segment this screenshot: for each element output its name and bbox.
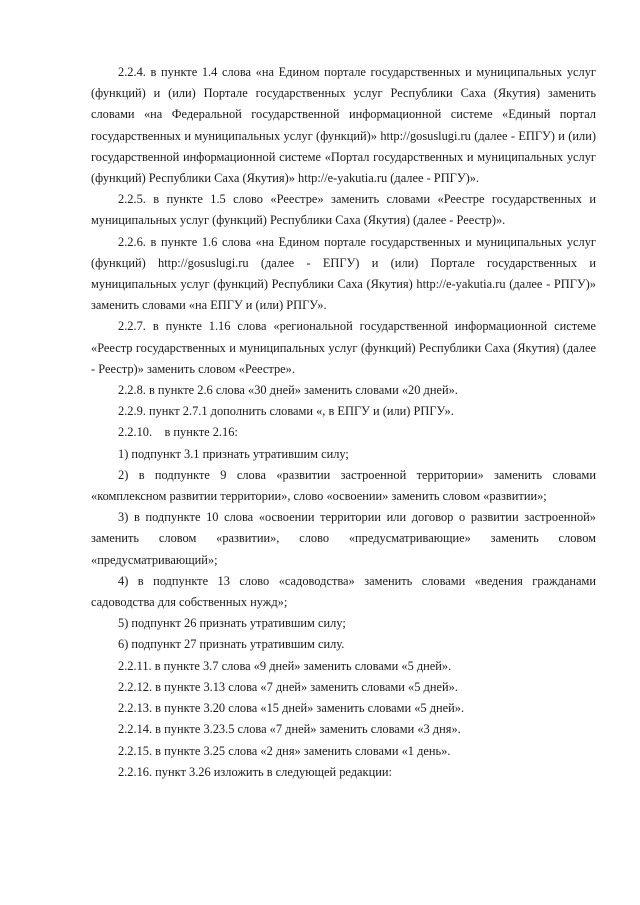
paragraph-2-2-15: 2.2.15. в пункте 3.25 слова «2 дня» заменить словами «1 день». <box>118 743 451 758</box>
paragraph-2-2-16: 2.2.16. пункт 3.26 изложить в следующей редакции: <box>118 764 392 779</box>
document-body <box>91 62 596 783</box>
paragraph-2-2-10: 2.2.10. в пункте 2.16: <box>118 425 238 440</box>
paragraph-2-2-13: 2.2.13. в пункте 3.20 слова «15 дней» заменить словами «5 дней». <box>118 701 465 716</box>
paragraph-2-2-6: 2.2.6. в пункте 1.6 слова «на Едином портале государственных и муниципальных услуг (функций) http://gosuslugi.ru (далее - ЕПГУ) и (или) Портале государственных и муниципальных услуг (функций) Республики Саха (Якутия) http://e-yakutia.ru (далее - РПГУ)» заменить словами «на ЕПГУ и (или) РПГУ». <box>91 234 596 313</box>
paragraph-2-2-11: 2.2.11. в пункте 3.7 слова «9 дней» заменить словами «5 дней». <box>118 658 452 673</box>
paragraph-2-2-14: 2.2.14. в пункте 3.23.5 слова «7 дней» заменить словами «3 дня». <box>118 722 461 737</box>
subitem-2: 2) в подпункте 9 слова «развитии застроенной территории» заменить словами «комплексном развитии территории», слово «освоении» заменить словом «развитии»; <box>91 467 596 504</box>
paragraph-2-2-12: 2.2.12. в пункте 3.13 слова «7 дней» заменить словами «5 дней». <box>118 679 458 694</box>
paragraph-2-2-9: 2.2.9. пункт 2.7.1 дополнить словами «, в ЕПГУ и (или) РПГУ». <box>118 404 454 419</box>
subitem-3: 3) в подпункте 10 слова «освоении территории или договор о развитии застроенной» заменить словом «развитии», слово «предусматривающие» заменить словом «предусматривающий»; <box>91 510 596 567</box>
subitem-5: 5) подпункт 26 признать утратившим силу; <box>118 616 346 631</box>
subitem-1: 1) подпункт 3.1 признать утратившим силу; <box>118 446 349 461</box>
paragraph-2-2-4: 2.2.4. в пункте 1.4 слова «на Едином портале государственных и муниципальных услуг (функций) и (или) Портале государственных услуг Республики Саха (Якутия) заменить словами «на Федеральной государственной информационной системе «Единый портал государственных и муниципальных услуг (функций)» http://gosuslugi.ru (далее - ЕПГУ) и (или) государственной информационной системе «Портал государственных и муниципальных услуг (функций) Республики Саха (Якутия)» http://e-yakutia.ru (далее - РПГУ)». <box>91 65 596 186</box>
paragraph-2-2-7: 2.2.7. в пункте 1.16 слова «региональной государственной информационной системе «Реестр государственных и муниципальных услуг (функций) Республики Саха (Якутия) (далее - Реестр)» заменить словом «Реестре». <box>91 319 596 376</box>
subitem-6: 6) подпункт 27 признать утратившим силу. <box>118 637 345 652</box>
paragraph-2-2-5: 2.2.5. в пункте 1.5 слово «Реестре» заменить словами «Реестре государственных и муниципальных услуг (функций) Республики Саха (Якутия) (далее - Реестр)». <box>91 192 596 228</box>
paragraph-2-2-8: 2.2.8. в пункте 2.6 слова «30 дней» заменить словами «20 дней». <box>118 383 458 398</box>
subitem-4: 4) в подпункте 13 слово «садоводства» заменить словами «ведения гражданами садоводства для собственных нужд»; <box>91 573 596 610</box>
